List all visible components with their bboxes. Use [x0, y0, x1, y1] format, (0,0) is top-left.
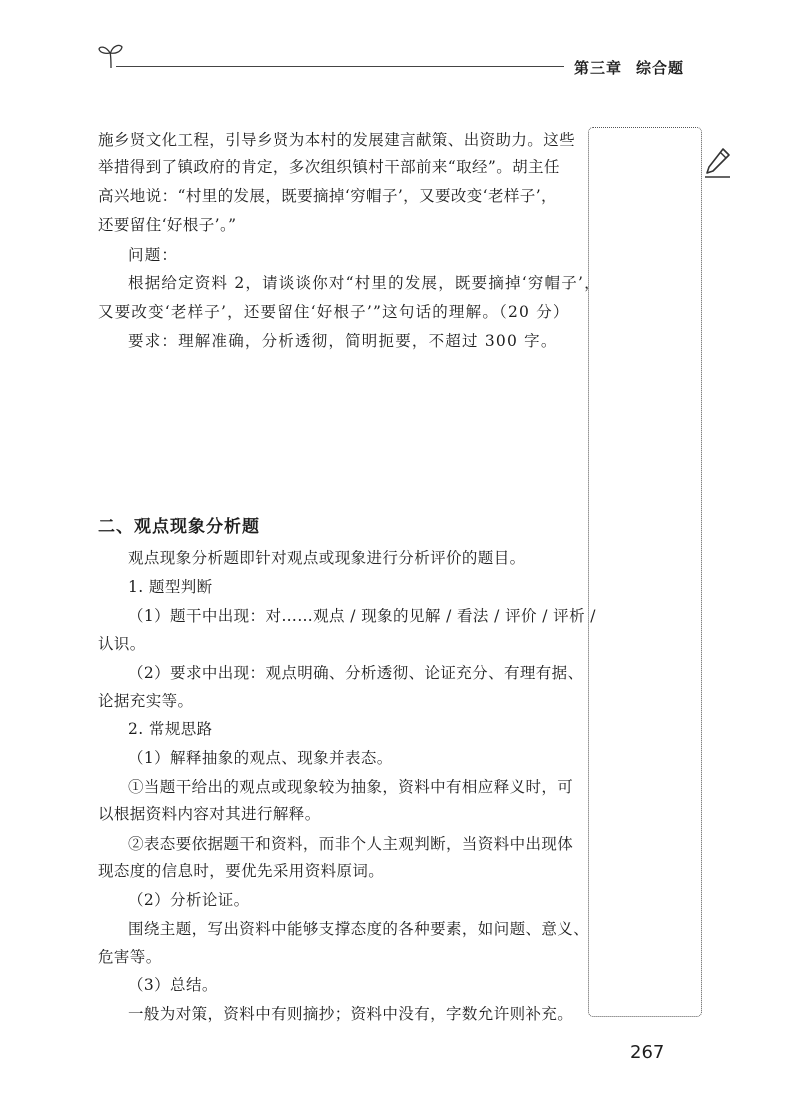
section-line: 以根据资料内容对其进行解释。 [98, 805, 321, 823]
question-label: 问题： [128, 246, 179, 264]
section-line: 一般为对策，资料中有则摘抄；资料中没有，字数允许则补充。 [128, 1005, 574, 1023]
question-line: 又要改变‘老样子’，还要留住‘好根子’”这句话的理解。（20 分） [98, 303, 570, 321]
section-line: ①当题干给出的观点或现象较为抽象，资料中有相应释义时，可 [128, 778, 574, 796]
question-line: 根据给定资料 2，请谈谈你对“村里的发展，既要摘掉‘穷帽子’， [128, 274, 601, 292]
section-heading: 二、观点现象分析题 [98, 517, 260, 537]
pencil-icon [702, 146, 732, 180]
body-line: 高兴地说：“村里的发展，既要摘掉‘穷帽子’，又要改变‘老样子’， [98, 187, 557, 205]
body-line: 还要留住‘好根子’。” [98, 216, 237, 234]
header-rule [116, 66, 564, 67]
running-header [574, 57, 684, 78]
section-line: 危害等。 [98, 948, 162, 966]
section-line: 认识。 [98, 635, 146, 653]
page-number: 267 [630, 1042, 665, 1063]
section-line: （3）总结。 [128, 976, 218, 994]
section-line: ②表态要依据题干和资料，而非个人主观判断，当资料中出现体 [128, 835, 574, 853]
chapter-label: 第三章 [574, 59, 623, 77]
section-line: 现态度的信息时，要优先采用资料原词。 [98, 862, 385, 880]
section-line: 2. 常规思路 [128, 720, 213, 738]
section-line: （1）解释抽象的观点、现象并表态。 [128, 749, 393, 767]
section-line: （2）要求中出现：观点明确、分析透彻、论证充分、有理有据、 [128, 664, 584, 682]
section-label: 综合题 [636, 59, 685, 77]
section-line: （2）分析论证。 [128, 891, 250, 909]
section-line: 论据充实等。 [98, 692, 194, 710]
section-line: （1）题干中出现：对……观点 / 现象的见解 / 看法 / 评价 / 评析 / [128, 607, 596, 625]
notes-box [588, 127, 702, 1017]
section-line: 围绕主题，写出资料中能够支撑态度的各种要素，如问题、意义、 [128, 920, 590, 938]
requirement-line: 要求：理解准确，分析透彻，简明扼要，不超过 300 字。 [128, 332, 558, 350]
section-line: 1. 题型判断 [128, 578, 213, 596]
body-line: 施乡贤文化工程，引导乡贤为本村的发展建言献策、出资助力。这些 [98, 131, 576, 149]
body-line: 举措得到了镇政府的肯定，多次组织镇村干部前来“取经”。胡主任 [98, 158, 560, 176]
section-line: 观点现象分析题即针对观点或现象进行分析评价的题目。 [128, 549, 526, 567]
